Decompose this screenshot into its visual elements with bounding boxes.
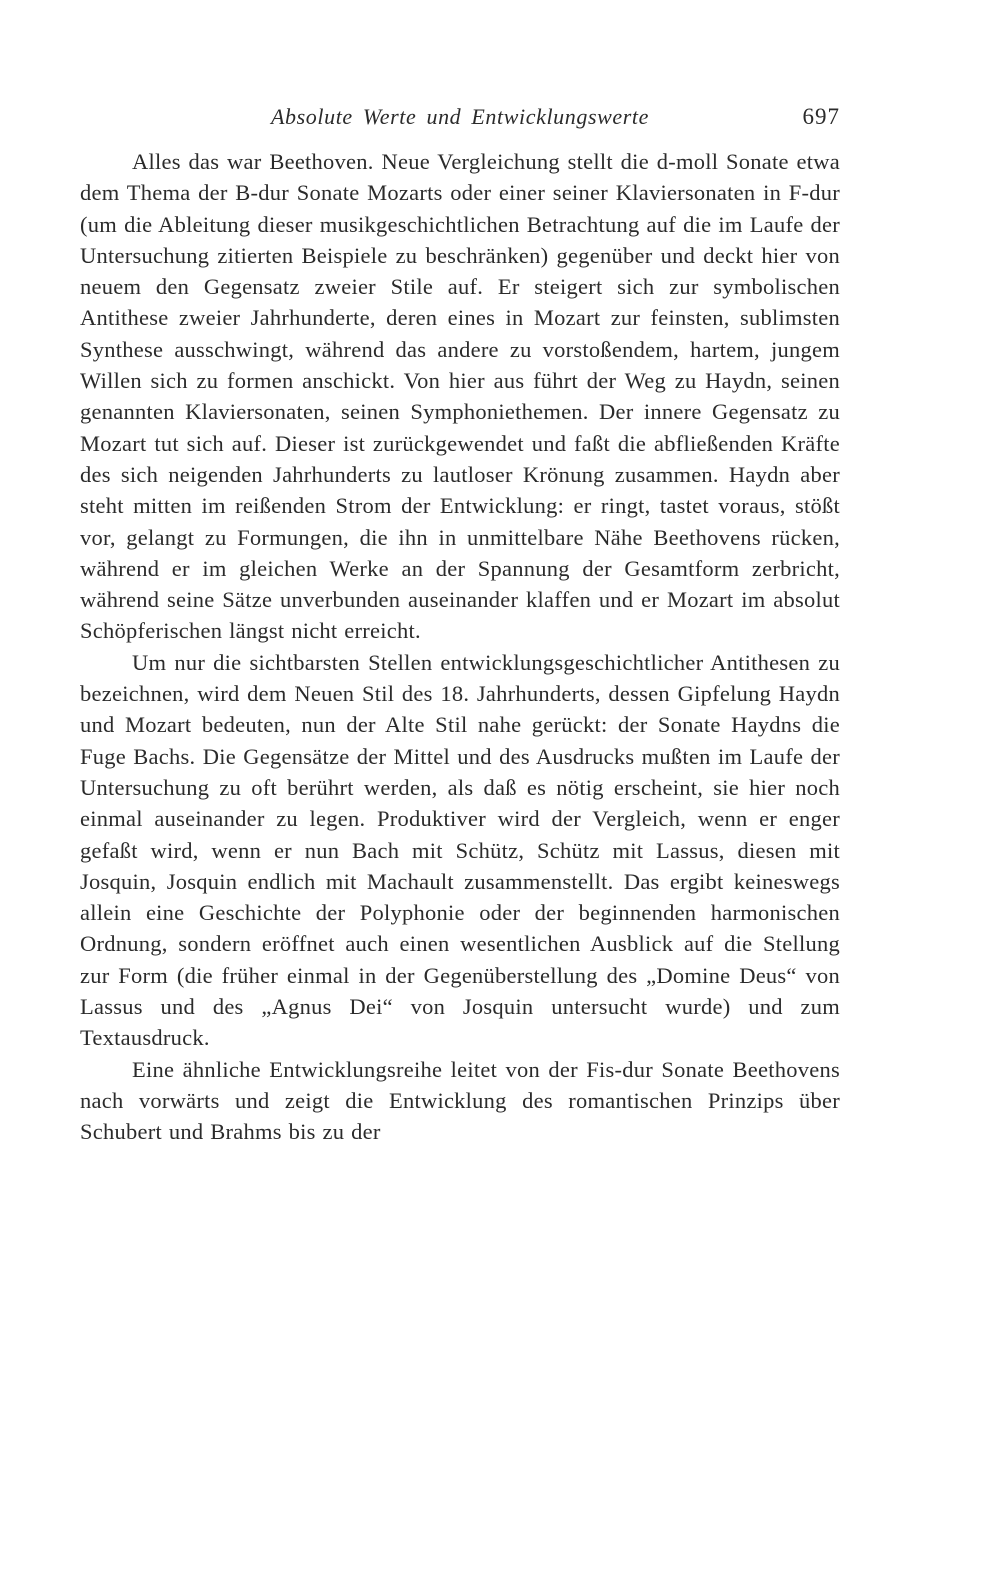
paragraph-2: Um nur die sichtbarsten Stellen entwicklungsgeschichtlicher Antithesen zu bezeichnen, wird dem Neuen Stil des 18. Jahrhunderts, dessen Gipfelung Haydn und Mozart bedeuten, nun der Alte Stil nahe gerückt: der Sonate Haydns die Fuge Bachs. Die Gegensätze der Mittel und des Ausdrucks mußten im Laufe der Untersuchung zu oft berührt werden, als daß es nötig erscheint, sie hier noch einmal auseinander zu legen. Produktiver wird der Vergleich, wenn er enger gefaßt wird, wenn er nun Bach mit Schütz, Schütz mit Lassus, diesen mit Josquin, Josquin endlich mit Machault zusammenstellt. Das ergibt keineswegs allein eine Geschichte der Polyphonie oder der beginnenden harmonischen Ordnung, sondern eröffnet auch einen wesentlichen Ausblick auf die Stellung zur Form (die früher einmal in der Gegenüberstellung des „Domine Deus“ von Lassus und des „Agnus Dei“ von Josquin untersucht wurde) und zum Textausdruck. <box>80 649 840 1051</box>
book-page <box>80 100 840 1148</box>
running-head <box>80 100 840 136</box>
paragraph-3: Eine ähnliche Entwicklungsreihe leitet von der Fis-dur Sonate Beethovens nach vorwärts und zeigt die Entwicklung des romantischen Prinzips über Schubert und Brahms bis zu der <box>80 1056 840 1145</box>
paragraph-1: Alles das war Beethoven. Neue Vergleichung stellt die d-moll Sonate etwa dem Thema der B-dur Sonate Mozarts oder einer seiner Klaviersonaten in F-dur (um die Ableitung dieser musikgeschichtlichen Betrachtung auf die im Laufe der Untersuchung zitierten Beispiele zu beschränken) gegenüber und deckt hier von neuem den Gegensatz zweier Stile auf. Er steigert sich zur symbolischen Antithese zweier Jahrhunderte, deren eines in Mozart zur feinsten, sublimsten Synthese ausschwingt, während das andere zu vorstoßendem, hartem, jungem Willen sich zu formen anschickt. Von hier aus führt der Weg zu Haydn, seinen genannten Klaviersonaten, seinen Symphoniethemen. Der innere Gegensatz zu Mozart tut sich auf. Dieser ist zurückgewendet und faßt die abfließenden Kräfte des sich neigenden Jahrhunderts zu lautloser Krönung zusammen. Haydn aber steht mitten im reißenden Strom der Entwicklung: er ringt, tastet voraus, stößt vor, gelangt zu Formungen, die ihn in unmittelbare Nähe Beethovens rücken, während er im gleichen Werke an der Spannung der Gesamtform zerbricht, während seine Sätze unverbunden auseinander klaffen und er Mozart im absolut Schöpferischen längst nicht erreicht. <box>80 149 840 644</box>
running-title: Absolute Werte und Entwicklungswerte <box>270 104 650 129</box>
body-text <box>80 146 840 1148</box>
page-number: 697 <box>802 104 840 129</box>
